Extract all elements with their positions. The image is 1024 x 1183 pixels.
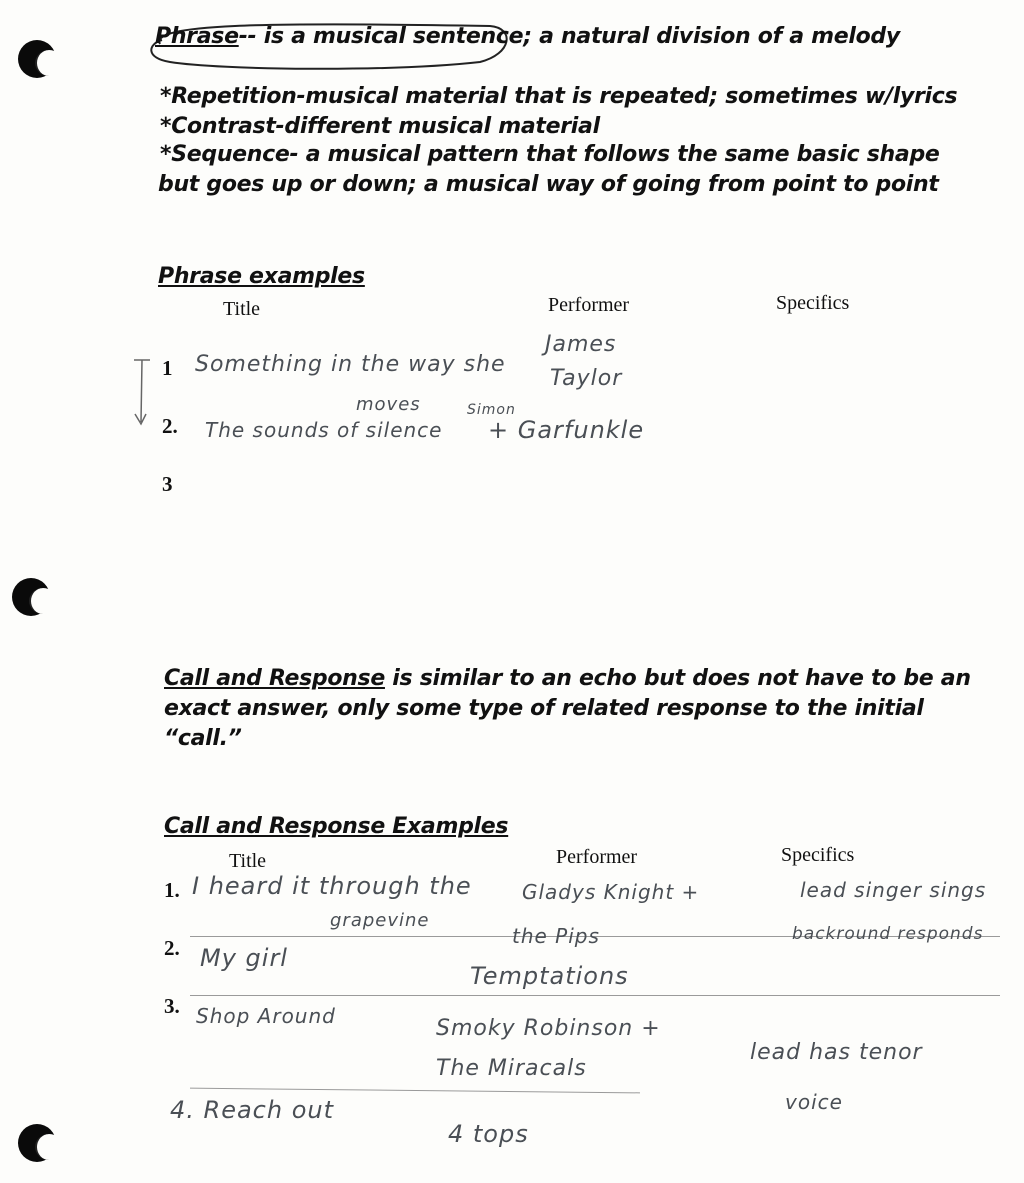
phrase-col-performer: Performer <box>548 294 630 316</box>
cr-row-3-specifics-cont: voice <box>785 1090 843 1114</box>
binder-hole-middle <box>12 578 50 616</box>
cr-row-3-title: Shop Around <box>196 1004 336 1028</box>
cr-col-performer: Performer <box>556 846 638 868</box>
phrase-row-1-title: Something in the way she <box>195 352 506 377</box>
cr-row-3-performer: Smoky Robinson + <box>436 1016 661 1041</box>
sequence-definition-line1: *Sequence- a musical pattern that follows the same basic shape <box>160 142 940 167</box>
phrase-row-1-performer-cont: Taylor <box>550 366 623 391</box>
repetition-definition: *Repetition-musical material that is repeated; sometimes w/lyrics <box>160 84 958 109</box>
phrase-row-3-number: 3 <box>162 472 173 496</box>
cr-row-1-specifics: lead singer sings <box>800 878 987 902</box>
cr-row-3-number: 3. <box>164 994 180 1018</box>
cr-row-4-title: 4. Reach out <box>170 1096 335 1124</box>
phrase-row-2-performer-cont: + Garfunkle <box>488 416 645 444</box>
cr-row-1-performer-cont: the Pips <box>512 924 600 948</box>
cr-row-1-title-cont: grapevine <box>330 910 430 931</box>
sequence-definition-line2: but goes up or down; a musical way of going from point to point <box>158 172 939 197</box>
phrase-row-1-performer: James <box>545 332 617 357</box>
cr-col-title: Title <box>229 850 267 872</box>
arrow-annotation <box>128 356 158 428</box>
cr-row-2-performer: Temptations <box>470 962 629 990</box>
phrase-def-text: -- is a musical sentence; a natural division of a melody <box>238 24 900 49</box>
contrast-definition: *Contrast-different musical material <box>160 114 600 139</box>
cr-row-1-performer: Gladys Knight + <box>522 880 700 904</box>
ruled-line <box>190 995 1000 996</box>
phrase-row-2-performer: Simon <box>467 402 516 418</box>
phrase-row-1-number: 1 <box>162 356 173 380</box>
phrase-row-2-title: The sounds of silence <box>205 418 443 442</box>
call-response-definition-line3: “call.” <box>164 726 242 751</box>
cr-row-3-specifics: lead has tenor <box>750 1040 923 1065</box>
cr-row-1-specifics-cont: backround responds <box>792 924 984 944</box>
cr-examples-heading: Call and Response Examples <box>164 814 509 839</box>
phrase-definition <box>155 24 900 49</box>
cr-row-4-performer: 4 tops <box>448 1120 529 1148</box>
phrase-examples-heading: Phrase examples <box>158 264 365 289</box>
cr-row-3-performer-cont: The Miracals <box>436 1056 587 1081</box>
phrase-term: Phrase <box>155 24 239 49</box>
binder-hole-top <box>18 40 56 78</box>
call-response-definition-line2: exact answer, only some type of related response to the initial <box>164 696 924 721</box>
phrase-row-2-number: 2. <box>162 414 178 438</box>
call-response-definition-line1 <box>164 666 971 691</box>
ruled-line <box>190 1088 640 1094</box>
phrase-col-specifics: Specifics <box>776 292 850 314</box>
phrase-col-title: Title <box>223 298 261 320</box>
call-response-def: is similar to an echo but does not have to be an <box>384 666 971 691</box>
call-response-term: Call and Response <box>164 666 385 691</box>
binder-hole-bottom <box>18 1124 56 1162</box>
cr-col-specifics: Specifics <box>781 844 855 866</box>
cr-row-1-title: I heard it through the <box>192 872 472 900</box>
cr-row-2-title: My girl <box>200 944 288 972</box>
cr-row-2-number: 2. <box>164 936 180 960</box>
cr-row-1-number: 1. <box>164 878 180 902</box>
phrase-row-1-title-cont: moves <box>356 394 421 415</box>
